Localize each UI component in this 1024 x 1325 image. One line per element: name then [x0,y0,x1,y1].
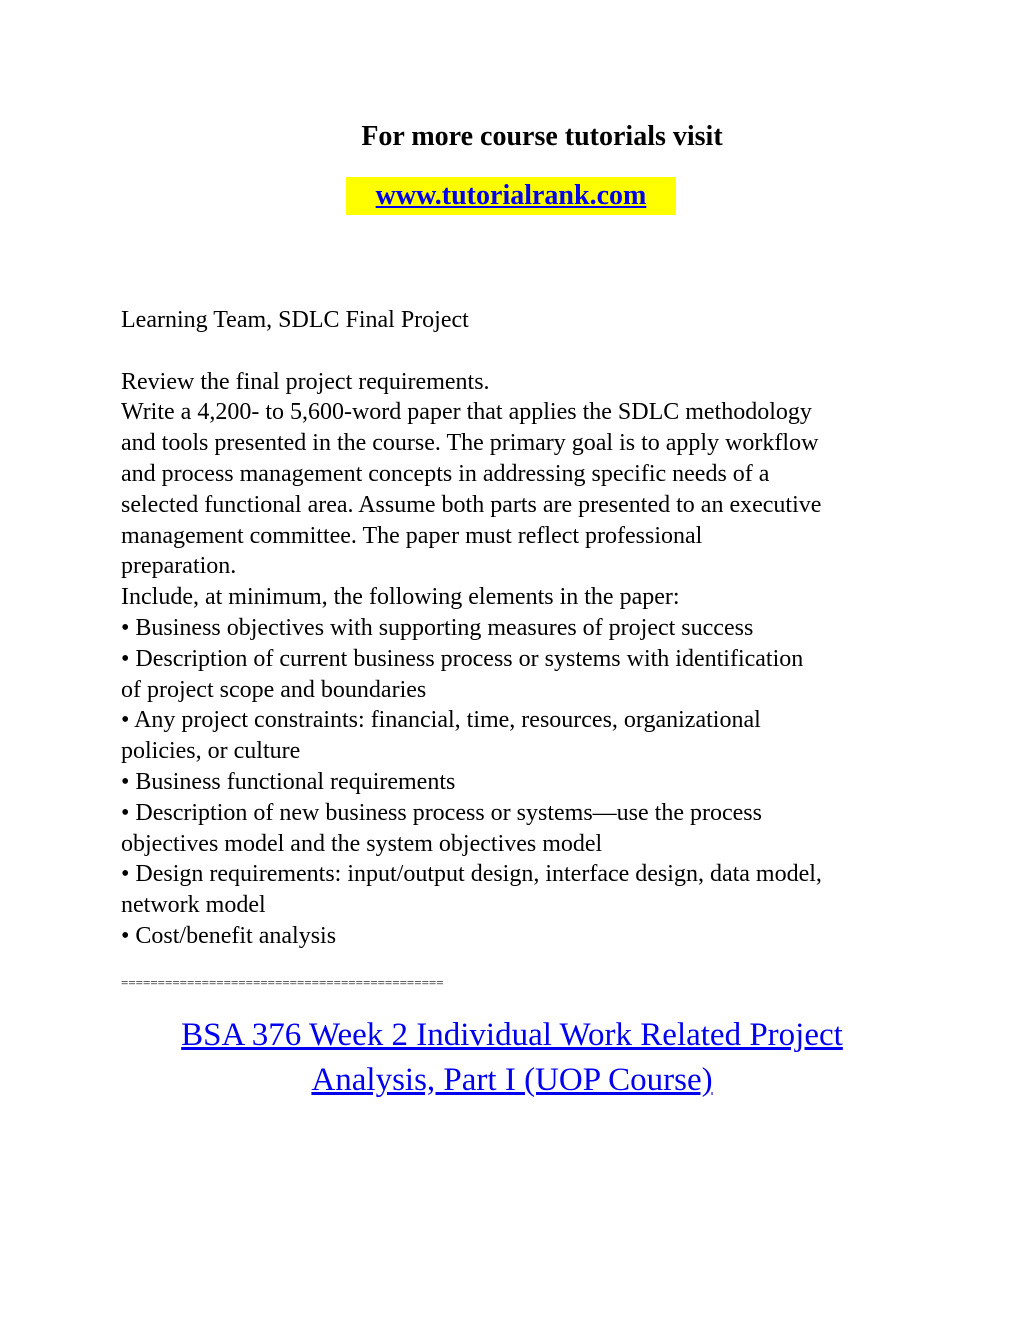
divider-line: ============================================ [121,975,444,990]
bullet-line: • Description of current business process or systems with identification [121,645,804,672]
course-link-block [0,1013,1024,1103]
course-link-line-2[interactable]: Analysis, Part I (UOP Course) [311,1062,713,1098]
bullet-line: objectives model and the system objectives model [121,830,603,857]
body-line: and process management concepts in addressing specific needs of a [121,460,770,487]
bullet-line: network model [121,892,266,919]
body-line: management committee. The paper must reflect professional [121,522,703,549]
tutorialrank-link[interactable]: www.tutorialrank.com [375,180,647,211]
body-line: preparation. [121,553,237,580]
document-body [121,305,921,952]
body-line: Review the final project requirements. [121,368,490,395]
document-heading: Learning Team, SDLC Final Project [121,307,469,333]
bullet-line: • Cost/benefit analysis [121,922,337,949]
bullet-line: of project scope and boundaries [121,676,427,703]
course-link-line-1[interactable]: BSA 376 Week 2 Individual Work Related Project [181,1017,843,1053]
bullet-line: • Any project constraints: financial, time, resources, organizational [121,707,761,734]
body-line: Include, at minimum, the following elements in the paper: [121,584,680,611]
bullet-line: • Business objectives with supporting measures of project success [121,614,754,641]
highlighted-link-box [346,177,676,215]
body-line: Write a 4,200- to 5,600-word paper that applies the SDLC methodology [121,399,812,426]
bullet-line: • Design requirements: input/output design, interface design, data model, [121,861,822,888]
body-line: selected functional area. Assume both parts are presented to an executive [121,491,822,518]
body-line: and tools presented in the course. The primary goal is to apply workflow [121,430,819,457]
bullet-line: • Business functional requirements [121,768,456,795]
paragraph-gap [121,336,921,367]
bullet-line: policies, or culture [121,738,301,765]
page-title: For more course tutorials visit [361,121,723,152]
bullet-line: • Description of new business process or systems—use the process [121,799,762,826]
